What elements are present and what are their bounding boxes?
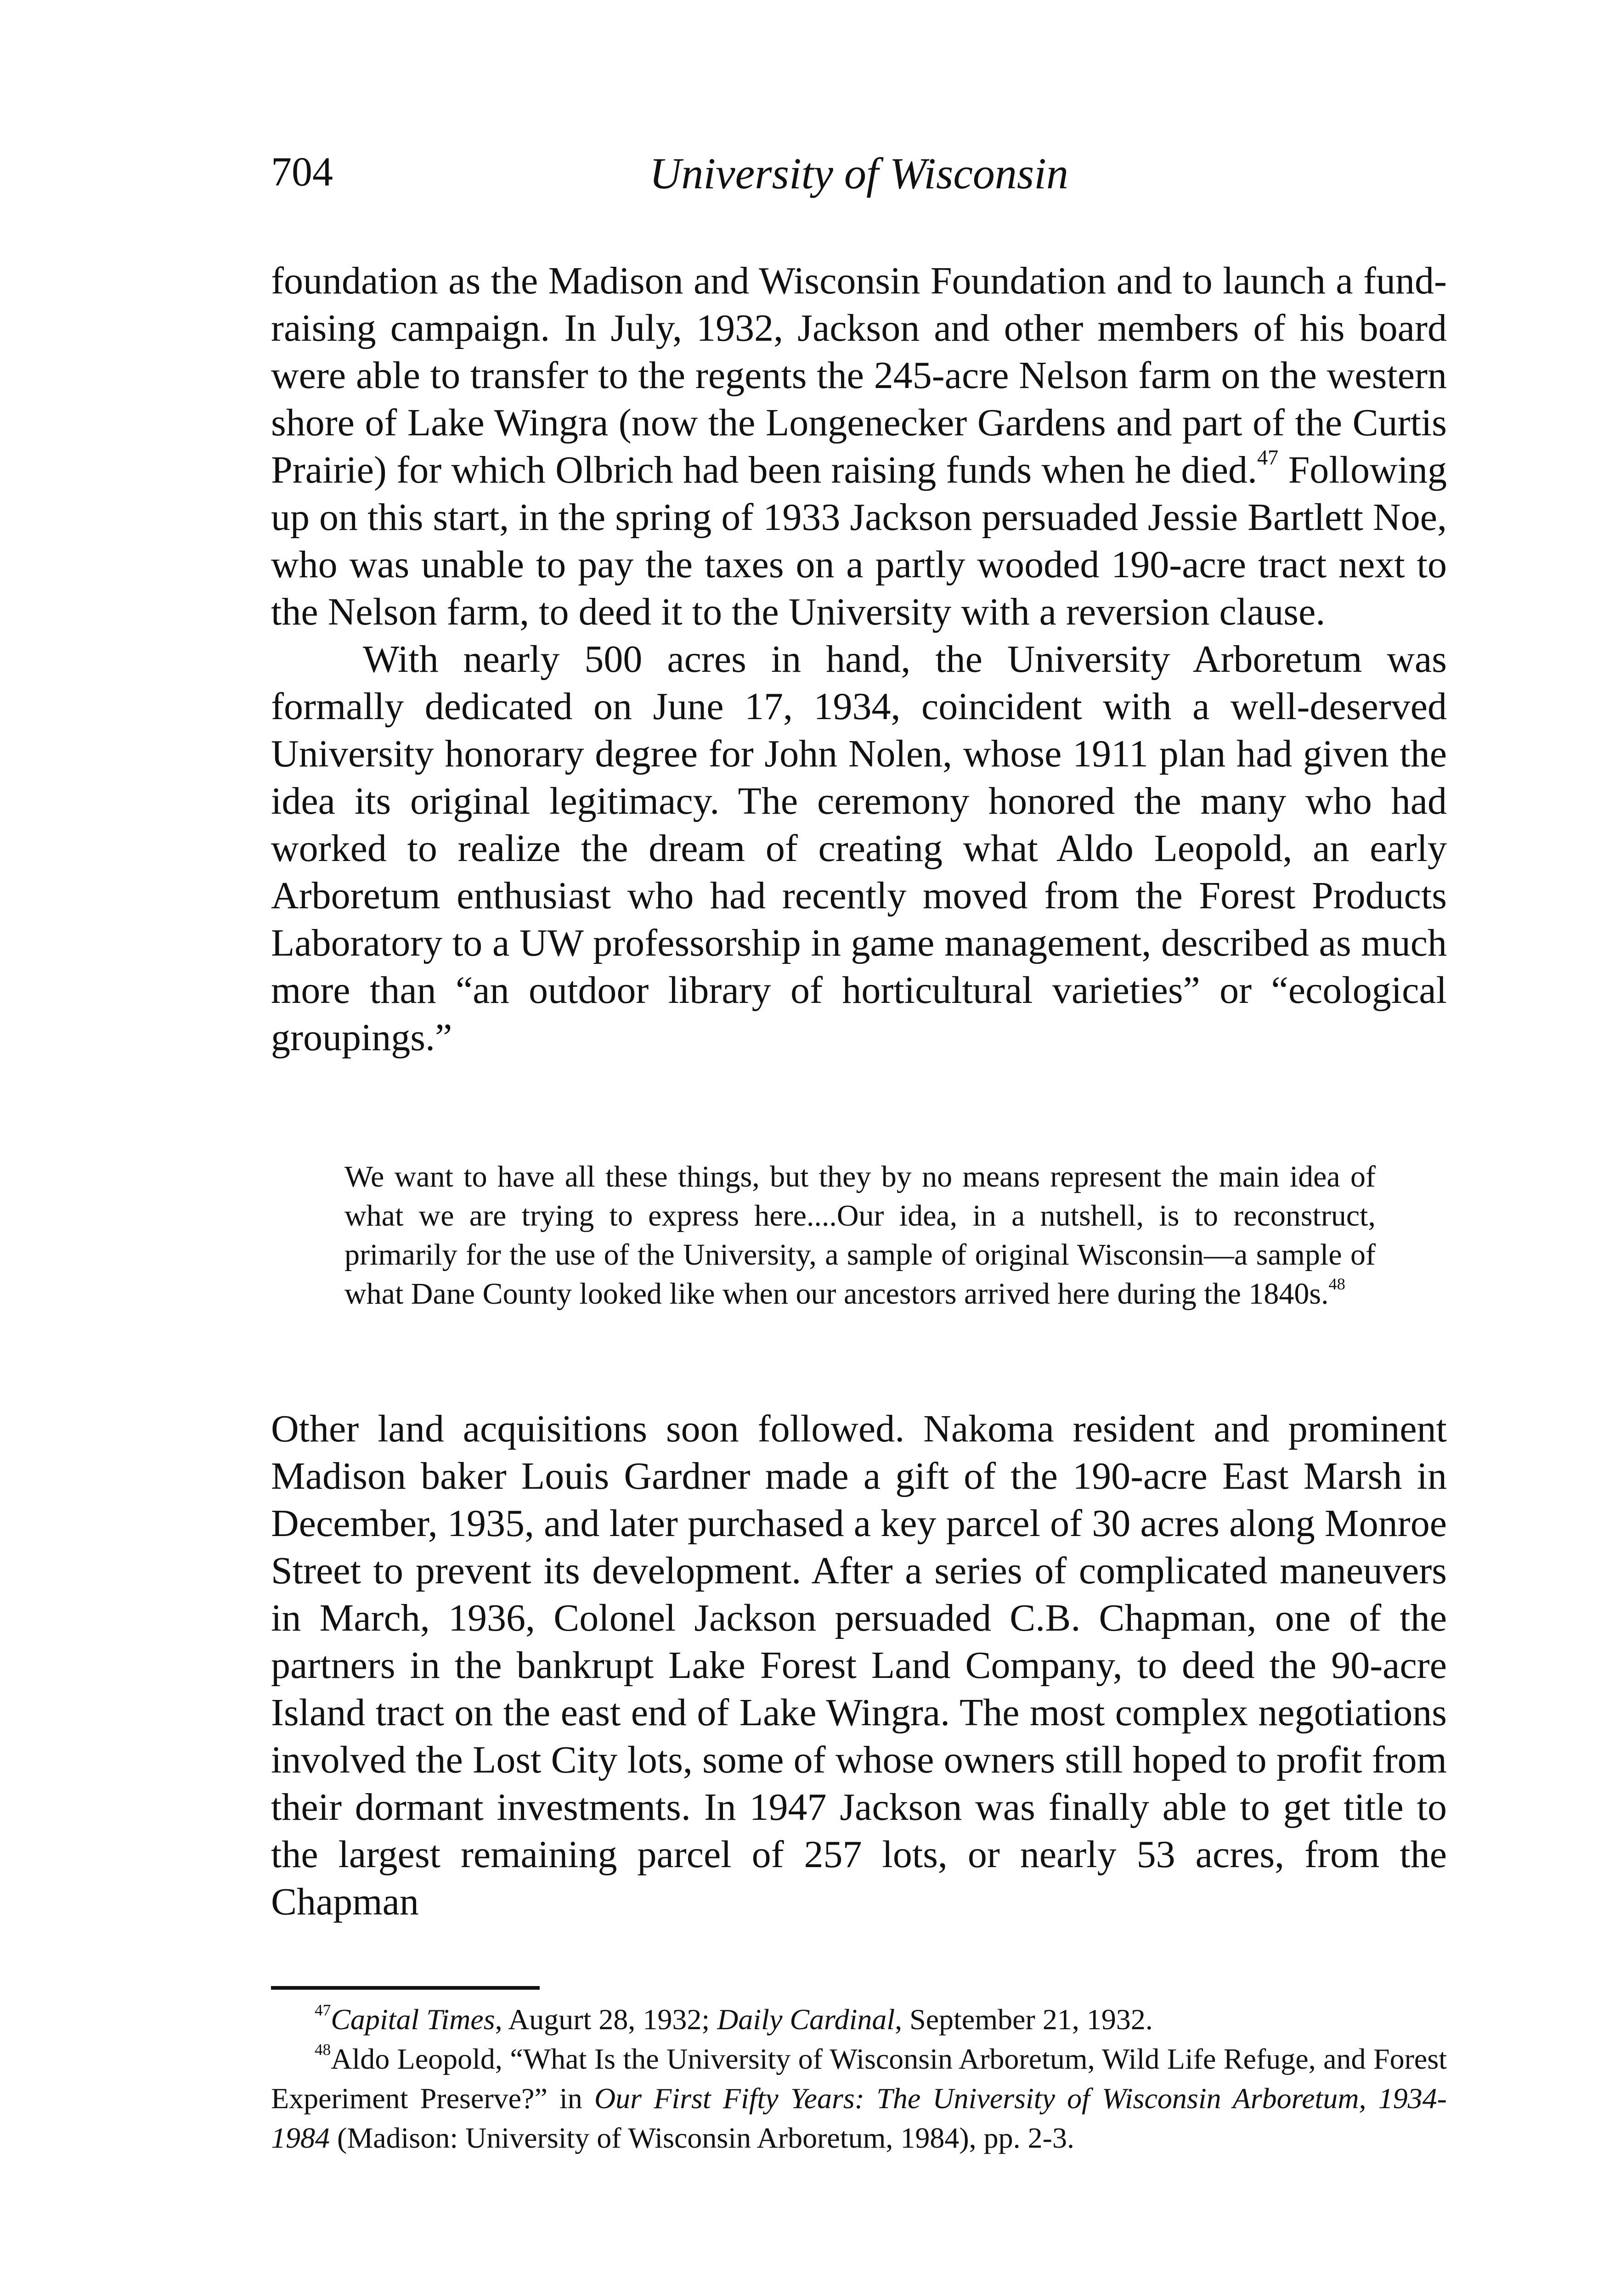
block-quote: We want to have all these things, but they by no means represent the main idea of what we are trying to express here....Our idea, in a nutshell, is to reconstruct, primarily for the use of the University, a sample of original Wisconsin—a sample of what Dane County looked like when our ancestors arrived here during the 1840s.$^{48}$: [344, 1160, 1376, 1311]
body-paragraphs-upper: [271, 257, 1447, 1061]
paragraph-1: foundation as the Madison and Wisconsin Foundation and to launch a fund-raising campaign. In July, 1932, Jackson and other members of his board were able to transfer to the regents the 245-acre Nelson farm on the western shore of Lake Wingra (now the Longenecker Gardens and part of the Curtis Prairie) for which Olbrich had been raising funds when he died.$^{47}$ Following up on this start, in the spring of 1933 Jackson persuaded Jessie Bartlett Noe, who was unable to pay the taxes on a partly wooded 190-acre tract next to the Nelson farm, to deed it to the University with a reversion clause.: [271, 259, 1447, 633]
footnote-ref-48: 48: [1328, 1275, 1345, 1294]
footnote-48: $^{48}$Aldo Leopold, “What Is the University of Wisconsin Arboretum, Wild Life Refuge, and Forest Experiment Preserve?” in Our First Fifty Years: The University of Wisconsin Arboretum, 1934-1984 (Madison: University of Wisconsin Arboretum, 1984), pp. 2-3.: [271, 2041, 1447, 2154]
page-number: 704: [271, 149, 333, 195]
footnote-rule: [271, 1986, 540, 1990]
footnotes: [271, 2000, 1447, 2158]
footnote-ref-47: 47: [1257, 445, 1279, 469]
body-paragraph-lower: [271, 1405, 1447, 1925]
footnote-47: $^{47}$Capital Times, Augurt 28, 1932; Daily Cardinal, September 21, 1932.: [315, 2001, 1153, 2036]
page-header: [271, 149, 1447, 211]
running-title: University of Wisconsin: [649, 149, 1068, 198]
paragraph-2: With nearly 500 acres in hand, the University Arboretum was formally dedicated on June 17, 1934, coincident with a well-deserved University honorary degree for John Nolen, whose 1911 plan had given the idea its original legitimacy. The ceremony honored the many who had worked to realize the dream of creating what Aldo Leopold, an early Arboretum enthusiast who had recently moved from the Forest Products Laboratory to a UW professorship in game management, described as much more than “an outdoor library of horticultural varieties” or “ecological groupings.”: [271, 638, 1447, 1059]
paragraph-3: Other land acquisitions soon followed. Nakoma resident and prominent Madison baker Louis Gardner made a gift of the 190-acre East Marsh in December, 1935, and later purchased a key parcel of 30 acres along Monroe Street to prevent its development. After a series of complicated maneuvers in March, 1936, Colonel Jackson persuaded C.B. Chapman, one of the partners in the bankrupt Lake Forest Land Company, to deed the 90-acre Island tract on the east end of Lake Wingra. The most complex negotiations involved the Lost City lots, some of whose owners still hoped to profit from their dormant investments. In 1947 Jackson was finally able to get title to the largest remaining parcel of 257 lots, or nearly 53 acres, from the Chapman: [271, 1407, 1447, 1923]
